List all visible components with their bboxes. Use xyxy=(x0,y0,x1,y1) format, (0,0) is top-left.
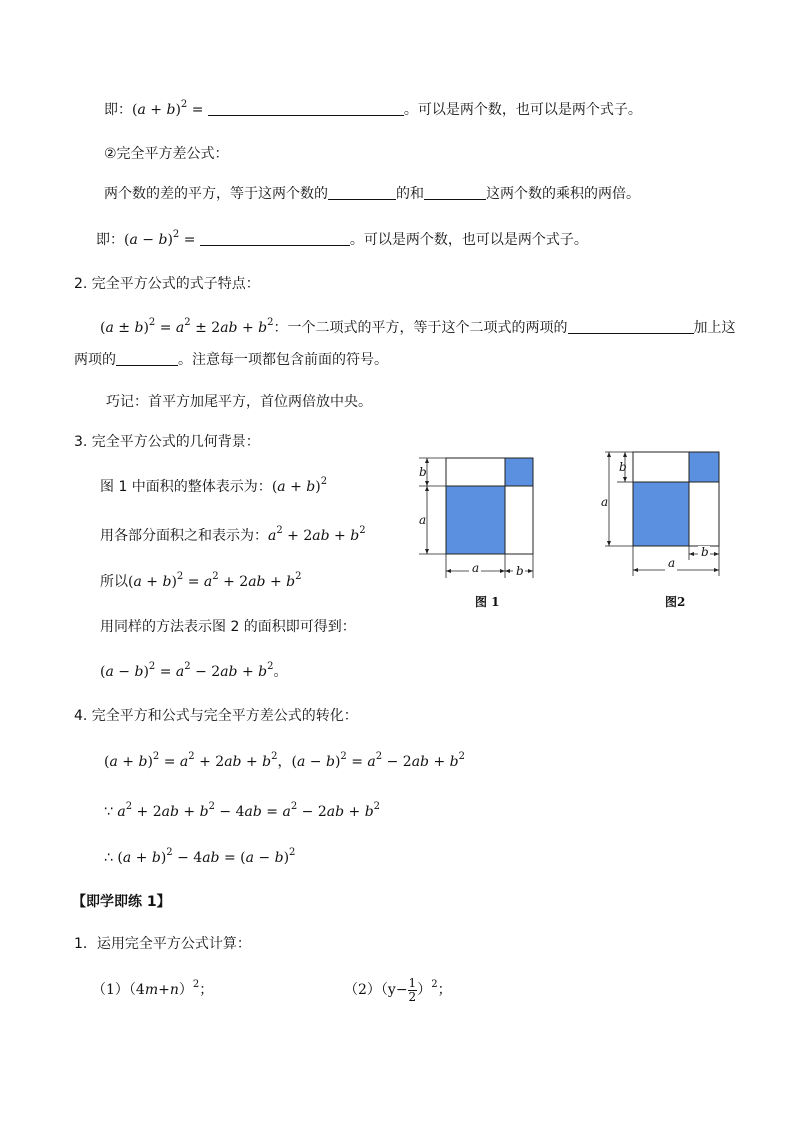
label-b-bottom: b xyxy=(701,545,709,559)
feature-line2: 两项的 。注意每一项都包含前面的符号。 xyxy=(74,352,388,368)
q1-part2: （2）（y− $\frac{1}{2}$ ）$^2$； xyxy=(344,975,452,1004)
answer-blank[interactable] xyxy=(200,231,350,246)
geo-line3: 所以$(a + b)^2 = a^2 + 2ab + b^2$ xyxy=(100,571,302,590)
conversion-line2: ∵ $a^2 + 2ab + b^2 - 4ab = a^2 - 2ab + b^2$ xyxy=(104,801,381,820)
label-a-bottom: a xyxy=(668,556,676,570)
figure-2 xyxy=(595,440,735,610)
square-a-minus-b xyxy=(633,482,689,546)
answer-blank[interactable] xyxy=(328,185,396,200)
figure2-caption: 图2 xyxy=(665,595,686,609)
label-b-bottom: b xyxy=(516,564,524,578)
geo-line1: 图 1 中面积的整体表示为：$(a + b)^2$ xyxy=(100,476,328,495)
section2-title: 2. 完全平方公式的式子特点： xyxy=(74,276,260,292)
figure-1 xyxy=(405,446,545,616)
label-a-left: a xyxy=(601,495,609,509)
section4-title: 4. 完全平方和公式与完全平方差公式的转化： xyxy=(74,708,358,724)
formula-diff-square: $(a - b)^2$ = xyxy=(124,229,200,248)
mnemonic: 巧记：首平方加尾平方，首位两倍放中央。 xyxy=(106,394,372,410)
square-b xyxy=(689,452,719,482)
heading-diff-formula: ②完全平方差公式： xyxy=(104,146,229,162)
figure1-caption: 图 1 xyxy=(475,595,500,609)
label-a-bottom: a xyxy=(472,561,480,575)
answer-blank[interactable] xyxy=(568,319,694,334)
geo-line2: 用各部分面积之和表示为：$a^2 + 2ab + b^2$ xyxy=(100,525,366,544)
diff-description: 两个数的差的平方，等于这两个数的 的和 这两个数的乘积的两倍。 xyxy=(104,186,640,202)
section3-title: 3. 完全平方公式的几何背景： xyxy=(74,434,260,450)
line-jiji-diff: 即：$(a - b)^2$ = 。可以是两个数，也可以是两个式子。 xyxy=(96,229,588,248)
label-b-left: b xyxy=(419,465,427,479)
fraction-one-half: $\frac{1}{2}$ xyxy=(408,975,417,1004)
formula-general: $(a \pm b)^2 = a^2 \pm 2ab + b^2$ xyxy=(100,317,274,336)
line-jiji-sum: 即：$(a + b)^2$ = 。可以是两个数，也可以是两个式子。 xyxy=(104,99,642,118)
practice-q1: 1．运用完全平方公式计算： xyxy=(74,936,251,952)
square-a xyxy=(446,486,505,554)
geo-line4: 用同样的方法表示图 2 的面积即可得到： xyxy=(100,619,356,635)
label-b-left: b xyxy=(619,460,627,474)
feature-line1: $(a \pm b)^2 = a^2 \pm 2ab + b^2$：一个二项式的平方，等于这个二项式的两项的 加上这 xyxy=(100,317,736,336)
formula-sum-square: $(a + b)^2$ = xyxy=(132,99,208,118)
answer-blank[interactable] xyxy=(424,185,486,200)
label-a-left: a xyxy=(419,513,427,527)
practice-title: 【即学即练 1】 xyxy=(72,894,171,910)
answer-blank[interactable] xyxy=(208,101,404,116)
conversion-line3: ∴ $(a + b)^2 - 4ab = (a - b)^2$ xyxy=(104,847,296,866)
square-b xyxy=(505,458,533,486)
answer-blank[interactable] xyxy=(116,351,178,366)
geo-line5: $(a - b)^2 = a^2 - 2ab + b^2$。 xyxy=(100,661,288,680)
q1-part1: $(1)(4m+n)^2$； xyxy=(92,979,214,998)
conversion-line1: $(a + b)^2 = a^2 + 2ab + b^2$，$(a - b)^2 = a^2 - 2ab + b^2$ xyxy=(104,751,465,770)
